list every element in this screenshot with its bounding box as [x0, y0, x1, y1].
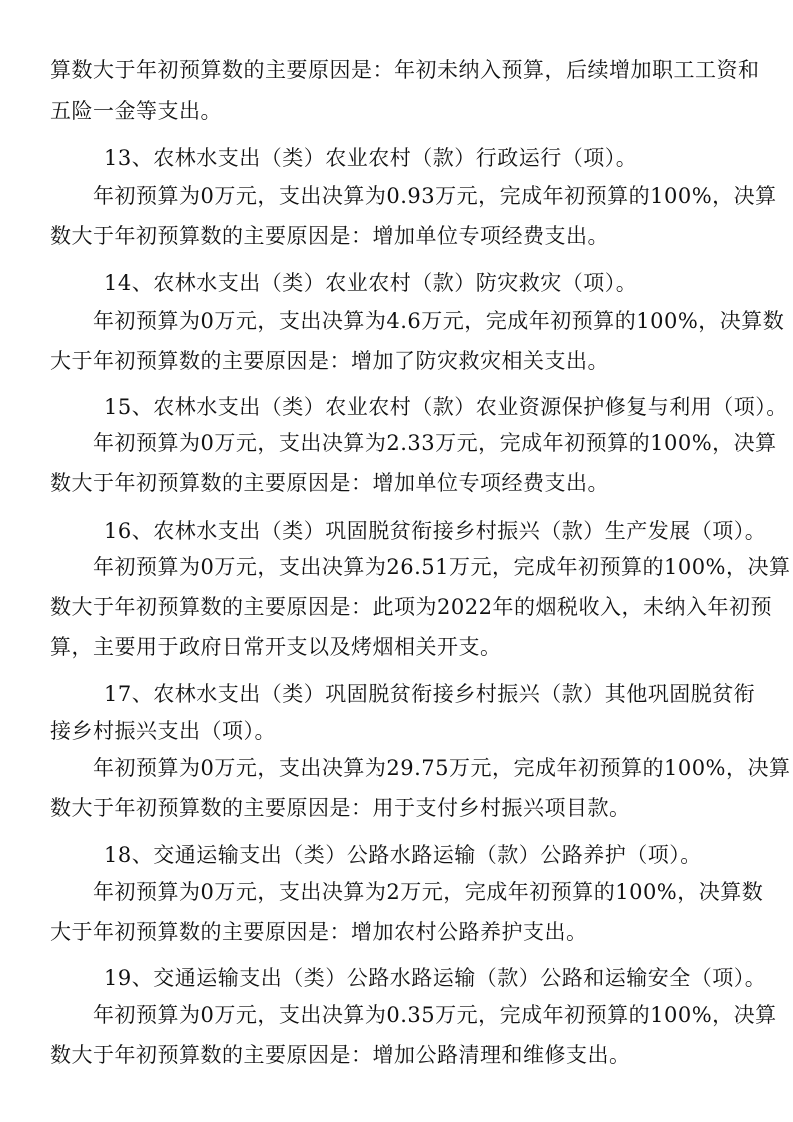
section-heading: 14、农林水支出（类）农业农村（款）防灾救灾（项）。 — [104, 271, 638, 295]
text-line: 年初预算为0万元，支出决算为0.35万元，完成年初预算的100%，决算 — [93, 1003, 777, 1027]
text-line: 数大于年初预算数的主要原因是：增加公路清理和维修支出。 — [50, 1043, 631, 1067]
text-line: 数大于年初预算数的主要原因是：增加单位专项经费支出。 — [50, 224, 609, 248]
text-line: 算，主要用于政府日常开支以及烤烟相关开支。 — [50, 635, 502, 659]
text-line: 年初预算为0万元，支出决算为26.51万元，完成年初预算的100%，决算 — [93, 555, 791, 579]
text-line: 算数大于年初预算数的主要原因是：年初未纳入预算，后续增加职工工资和 — [50, 58, 760, 82]
section-heading: 17、农林水支出（类）巩固脱贫衔接乡村振兴（款）其他巩固脱贫衔 — [104, 682, 756, 706]
text-line: 年初预算为0万元，支出决算为0.93万元，完成年初预算的100%，决算 — [93, 184, 777, 208]
text-line: 大于年初预算数的主要原因是：增加了防灾救灾相关支出。 — [50, 349, 609, 373]
section-heading: 18、交通运输支出（类）公路水路运输（款）公路养护（项）。 — [104, 843, 702, 867]
text-line: 数大于年初预算数的主要原因是：此项为2022年的烟税收入，未纳入年初预 — [50, 595, 772, 619]
text-line: 大于年初预算数的主要原因是：增加农村公路养护支出。 — [50, 920, 588, 944]
text-line: 接乡村振兴支出（项）。 — [50, 719, 276, 743]
text-line: 五险一金等支出。 — [50, 99, 222, 123]
section-heading: 15、农林水支出（类）农业农村（款）农业资源保护修复与利用（项）。 — [104, 395, 788, 419]
section-heading: 16、农林水支出（类）巩固脱贫衔接乡村振兴（款）生产发展（项）。 — [104, 519, 767, 543]
section-heading: 19、交通运输支出（类）公路水路运输（款）公路和运输安全（项）。 — [104, 966, 767, 990]
text-line: 年初预算为0万元，支出决算为29.75万元，完成年初预算的100%，决算 — [93, 756, 791, 780]
text-line: 数大于年初预算数的主要原因是：用于支付乡村振兴项目款。 — [50, 796, 631, 820]
section-heading: 13、农林水支出（类）农业农村（款）行政运行（项）。 — [104, 146, 638, 170]
text-line: 年初预算为0万元，支出决算为4.6万元，完成年初预算的100%，决算数 — [93, 309, 785, 333]
text-line: 年初预算为0万元，支出决算为2万元，完成年初预算的100%，决算数 — [93, 880, 764, 904]
text-line: 数大于年初预算数的主要原因是：增加单位专项经费支出。 — [50, 471, 609, 495]
text-line: 年初预算为0万元，支出决算为2.33万元，完成年初预算的100%，决算 — [93, 431, 777, 455]
